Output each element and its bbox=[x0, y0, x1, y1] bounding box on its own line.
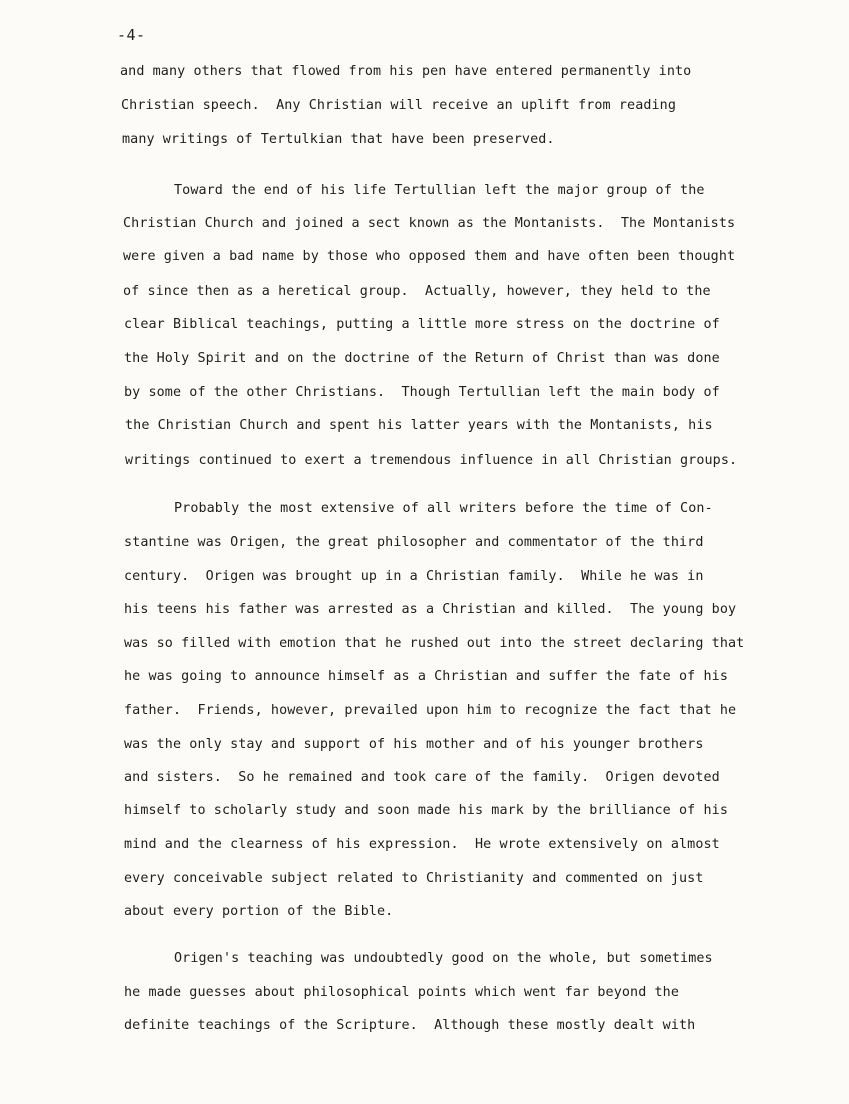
text-line: many writings of Tertulkian that have been preserved. bbox=[122, 132, 555, 147]
text-line: Origen's teaching was undoubtedly good on the whole, but sometimes bbox=[174, 951, 713, 966]
text-line: definite teachings of the Scripture. Although these mostly dealt with bbox=[124, 1018, 696, 1033]
text-line: he was going to announce himself as a Christian and suffer the fate of his bbox=[124, 669, 728, 684]
text-line: of since then as a heretical group. Actually, however, they held to the bbox=[123, 284, 711, 299]
text-line: was so filled with emotion that he rushed out into the street declaring that bbox=[124, 636, 745, 651]
text-line: writings continued to exert a tremendous influence in all Christian groups. bbox=[125, 453, 738, 468]
text-line: Toward the end of his life Tertullian left the major group of the bbox=[174, 183, 705, 198]
text-line: father. Friends, however, prevailed upon him to recognize the fact that he bbox=[124, 703, 737, 718]
text-line: clear Biblical teachings, putting a little more stress on the doctrine of bbox=[124, 317, 720, 332]
text-line: he made guesses about philosophical points which went far beyond the bbox=[124, 985, 680, 1000]
text-line: were given a bad name by those who opposed them and have often been thought bbox=[123, 249, 736, 264]
text-line: himself to scholarly study and soon made his mark by the brilliance of his bbox=[124, 803, 728, 818]
text-line: century. Origen was brought up in a Christian family. While he was in bbox=[124, 569, 704, 584]
text-line: about every portion of the Bible. bbox=[124, 904, 394, 919]
text-line: and many others that flowed from his pen have entered permanently into bbox=[120, 64, 692, 79]
text-line: Probably the most extensive of all writers before the time of Con- bbox=[174, 501, 713, 516]
text-line: the Holy Spirit and on the doctrine of the Return of Christ than was done bbox=[124, 351, 720, 366]
text-line: was the only stay and support of his mother and of his younger brothers bbox=[124, 737, 704, 752]
text-line: every conceivable subject related to Christianity and commented on just bbox=[124, 871, 704, 886]
text-line: his teens his father was arrested as a Christian and killed. The young boy bbox=[124, 602, 737, 617]
page-number: -4- bbox=[117, 26, 146, 44]
text-line: Christian Church and joined a sect known as the Montanists. The Montanists bbox=[123, 216, 736, 231]
text-line: Christian speech. Any Christian will receive an uplift from reading bbox=[121, 98, 677, 113]
text-line: the Christian Church and spent his latter years with the Montanists, his bbox=[125, 418, 713, 433]
text-line: by some of the other Christians. Though Tertullian left the main body of bbox=[124, 385, 720, 400]
text-line: and sisters. So he remained and took care of the family. Origen devoted bbox=[124, 770, 720, 785]
text-line: stantine was Origen, the great philosopher and commentator of the third bbox=[124, 535, 704, 550]
text-line: mind and the clearness of his expression. He wrote extensively on almost bbox=[124, 837, 720, 852]
